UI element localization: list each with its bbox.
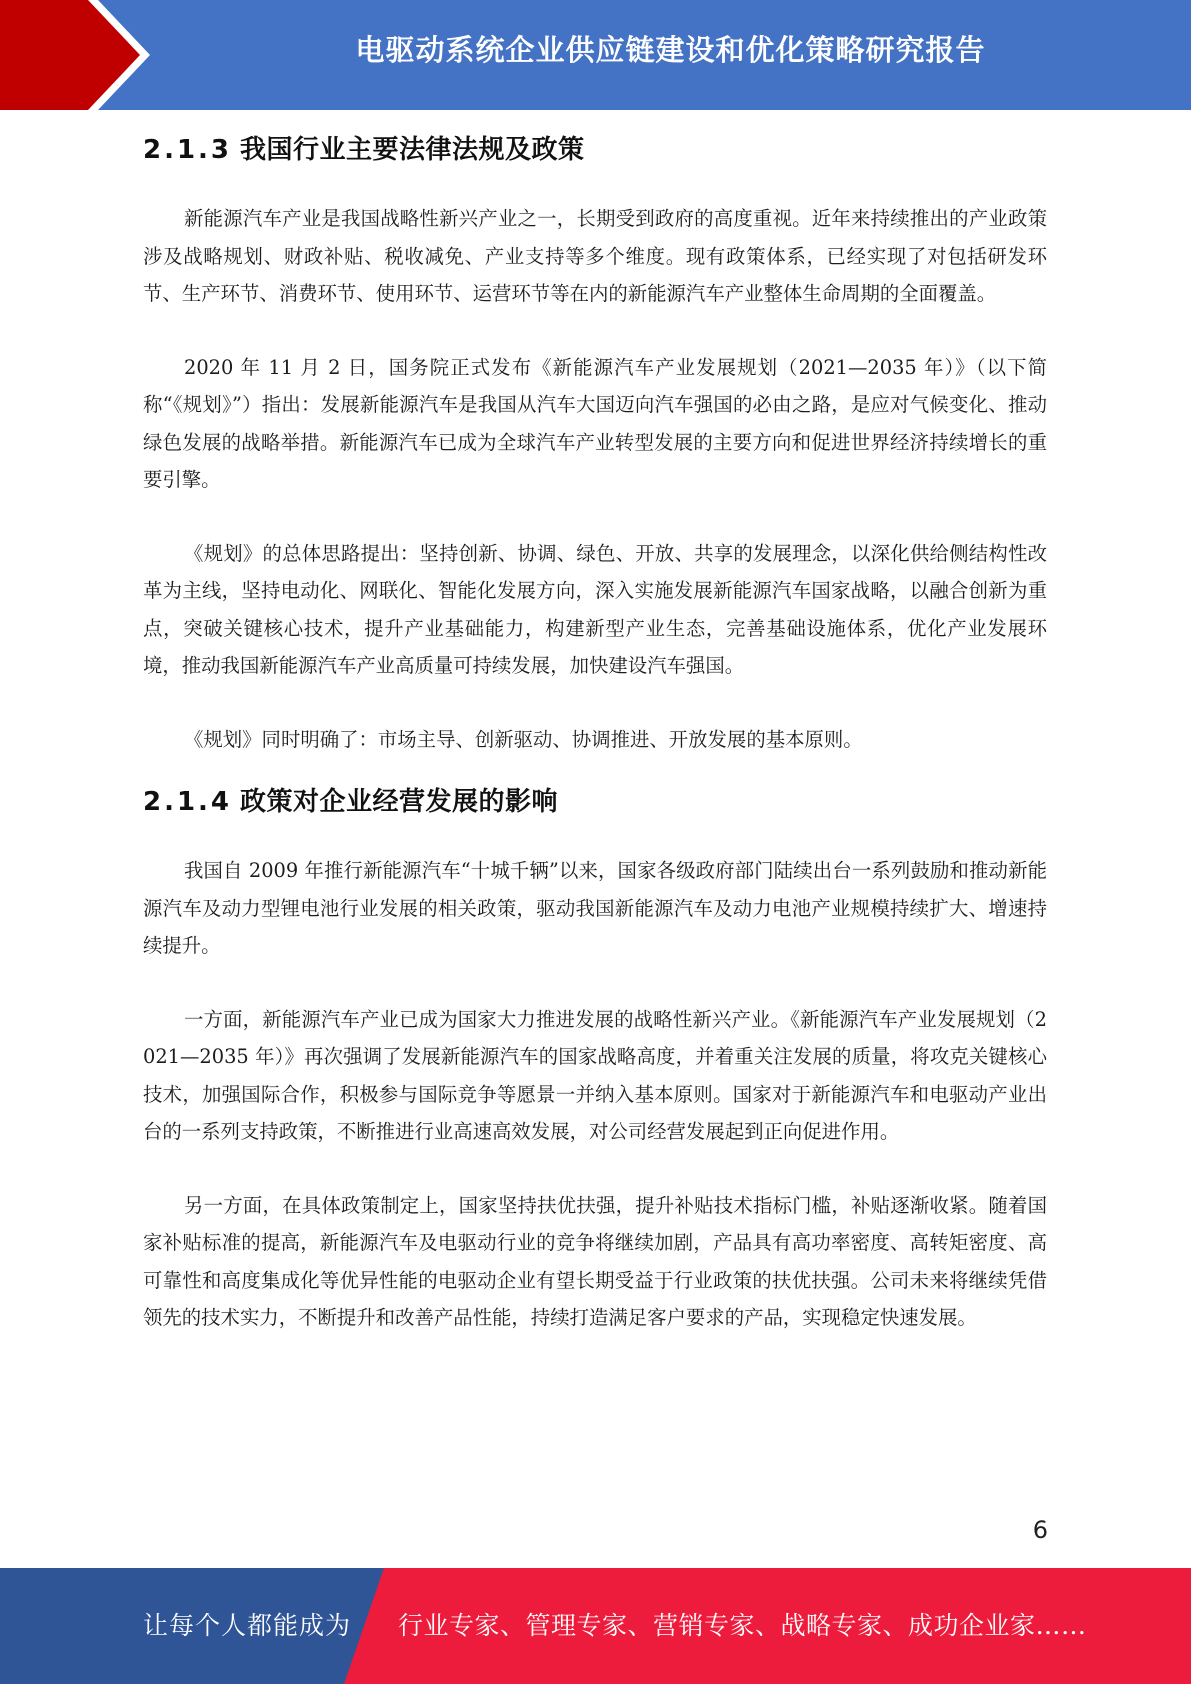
- section-title: 我国行业主要法律法规及政策: [240, 135, 585, 165]
- paragraph: 另一方面，在具体政策制定上，国家坚持扶优扶强，提升补贴技术指标门槛，补贴逐渐收紧。随着国家补贴标准的提高，新能源汽车及电驱动行业的竞争将继续加剧，产品具有高功率密度、高转矩密度、高可靠性和高度集成化等优异性能的电驱动企业有望长期受益于行业政策的扶优扶强。公司未来将继续凭借领先的技术实力，不断提升和改善产品性能，持续打造满足客户要求的产品，实现稳定快速发展。: [143, 1193, 1047, 1329]
- paragraph: 一方面，新能源汽车产业已成为国家大力推进发展的战略性新兴产业。《新能源汽车产业发展规划（2021—2035 年）》再次强调了发展新能源汽车的国家战略高度，并着重关注发展的质量，将攻克关键核心技术，加强国际合作，积极参与国际竞争等愿景一并纳入基本原则。国家对于新能源汽车和电驱动产业出台的一系列支持政策，不断推进行业高速高效发展，对公司经营发展起到正向促进作用。: [143, 1007, 1047, 1143]
- paragraph: 《规划》的总体思路提出：坚持创新、协调、绿色、开放、共享的发展理念，以深化供给侧结构性改革为主线，坚持电动化、网联化、智能化发展方向，深入实施发展新能源汽车国家战略，以融合创新为重点，突破关键核心技术，提升产业基础能力，构建新型产业生态，完善基础设施体系，优化产业发展环境，推动我国新能源汽车产业高质量可持续发展，加快建设汽车强国。: [143, 541, 1047, 677]
- header-banner: [0, 0, 1191, 110]
- footer-slogan-right: 行业专家、管理专家、营销专家、战略专家、成功企业家……: [398, 1611, 1087, 1640]
- section-heading: [143, 780, 1047, 824]
- footer-slogan-left: 让每个人都能成为: [143, 1611, 352, 1640]
- section-number: 2.1.3: [143, 135, 233, 165]
- paragraph: 新能源汽车产业是我国战略性新兴产业之一，长期受到政府的高度重视。近年来持续推出的产业政策涉及战略规划、财政补贴、税收减免、产业支持等多个维度。现有政策体系，已经实现了对包括研发环节、生产环节、消费环节、使用环节、运营环节等在内的新能源汽车产业整体生命周期的全面覆盖。: [143, 207, 1047, 305]
- page-number: 6: [1032, 1516, 1048, 1544]
- page-content: [143, 128, 1047, 1337]
- paragraph: 2020 年 11 月 2 日，国务院正式发布《新能源汽车产业发展规划（2021—2035 年）》（以下简称“《规划》”）指出：发展新能源汽车是我国从汽车大国迈向汽车强国的必由之路，是应对气候变化、推动绿色发展的战略举措。新能源汽车已成为全球汽车产业转型发展的主要方向和促进世界经济持续增长的重要引擎。: [143, 355, 1047, 491]
- report-title: 电驱动系统企业供应链建设和优化策略研究报告: [355, 33, 986, 67]
- paragraph: 我国自 2009 年推行新能源汽车“十城千辆”以来，国家各级政府部门陆续出台一系列鼓励和推动新能源汽车及动力型锂电池行业发展的相关政策，驱动我国新能源汽车及动力电池产业规模持续扩大、增速持续提升。: [143, 859, 1047, 957]
- section-heading: [143, 128, 1047, 172]
- footer-banner: [0, 1568, 1191, 1684]
- section-title: 政策对企业经营发展的影响: [240, 787, 559, 817]
- paragraph: 《规划》同时明确了：市场主导、创新驱动、协调推进、开放发展的基本原则。: [184, 727, 863, 751]
- section-number: 2.1.4: [143, 787, 233, 817]
